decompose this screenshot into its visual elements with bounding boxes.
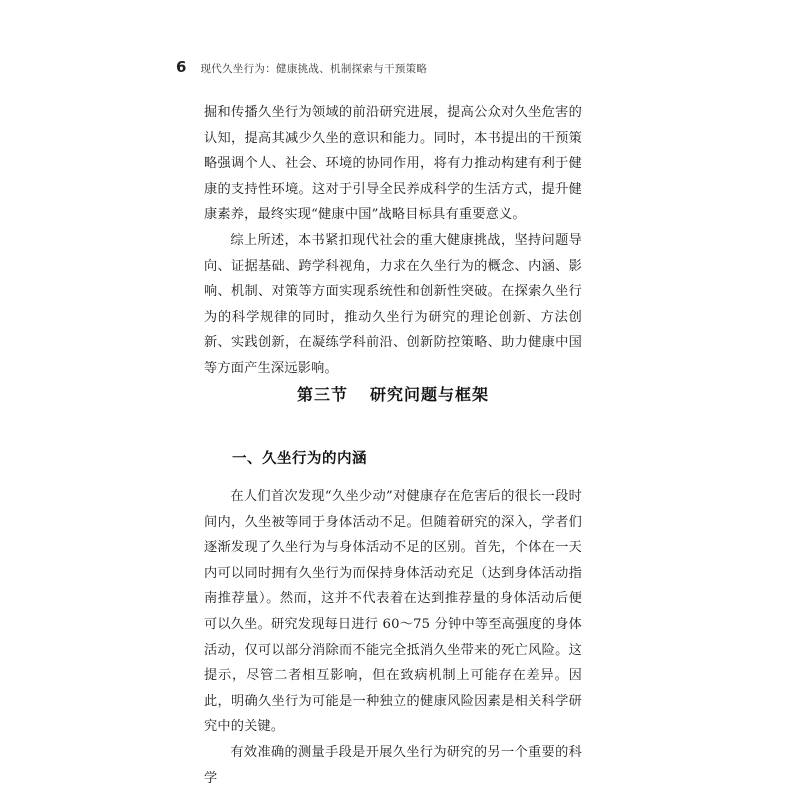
body-text-top	[204, 100, 582, 382]
section-number: 第三节	[296, 385, 348, 404]
running-header	[176, 58, 427, 78]
paragraph-measurement: 有效准确的测量手段是开展久坐行为研究的另一个重要的科学	[204, 744, 582, 786]
subsection-heading: 一、久坐行为的内涵	[232, 451, 367, 467]
paragraph-summary: 综上所述，本书紧扣现代社会的重大健康挑战，坚持问题导向、证据基础、跨学科视角，力求在久坐行为的概念、内涵、影响、机制、对策等方面实现系统性和创新性突破。在探索久坐行为的科学规律的同时，推动久坐行为研究的理论创新、方法创新、实践创新，在凝练学科前沿、创新防控策略、助力健康中国等方面产生深远影响。	[204, 232, 582, 376]
paragraph-definition: 在人们首次发现“久坐少动”对健康存在危害后的很长一段时间内，久坐被等同于身体活动不足。但随着研究的深入，学者们逐渐发现了久坐行为与身体活动不足的区别。首先，个体在一天内可以同时拥有久坐行为而保持身体活动充足（达到身体活动指南推荐量）。然而，这并不代表着在达到推荐量的身体活动后便可以久坐。研究发现每日进行 60～75 分钟中等至高强度的身体活动，仅可以部分消除而不能完全抵消久坐带来的死亡风险。这提示，尽管二者相互影响，但在致病机制上可能存在差异。因此，明确久坐行为可能是一种独立的健康风险因素是相关科学研究中的关键。	[204, 489, 582, 735]
paragraph-continuation: 掘和传播久坐行为领域的前沿研究进展，提高公众对久坐危害的认知，提高其减少久坐的意识和能力。同时，本书提出的干预策略强调个人、社会、环境的协同作用，将有力推动构建有利于健康的支持性环境。这对于引导全民养成科学的生活方式，提升健康素养，最终实现“健康中国”战略目标具有重要意义。	[204, 105, 582, 223]
page-number: 6	[176, 58, 187, 76]
section-heading	[204, 382, 582, 405]
section-title: 研究问题与框架	[370, 385, 490, 404]
book-title: 现代久坐行为：健康挑战、机制探索与干预策略	[200, 63, 428, 75]
body-text-bottom	[204, 484, 582, 791]
